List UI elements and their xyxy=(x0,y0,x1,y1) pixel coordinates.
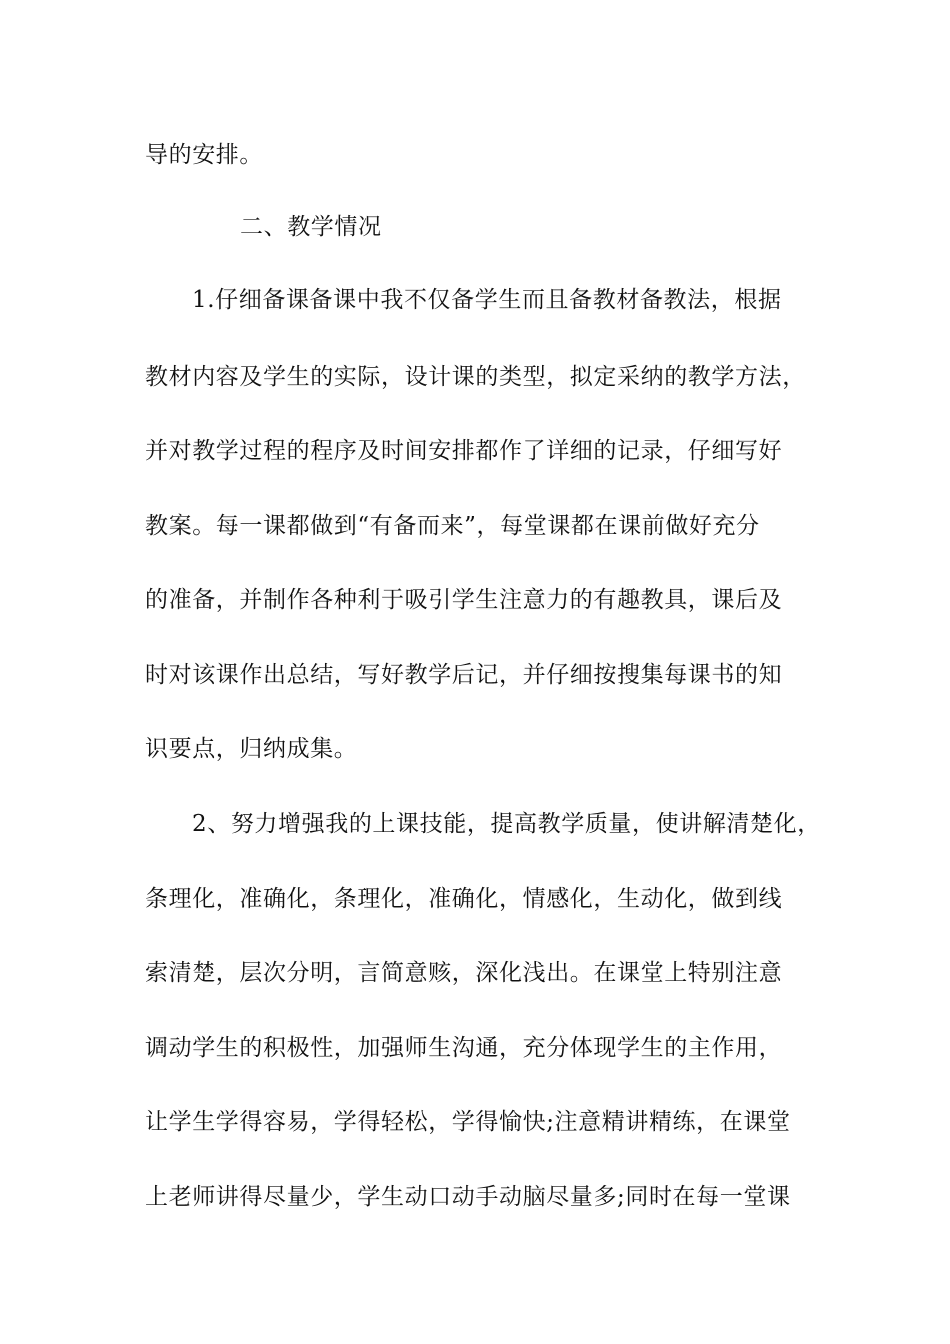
text-line: 让学生学得容易，学得轻松，学得愉快;注意精讲精练，在课堂 xyxy=(145,1109,791,1135)
text-line: 导的安排。 xyxy=(145,142,263,168)
text-line: 教案。每一课都做到“有备而来”，每堂课都在课前做好充分 xyxy=(145,513,760,539)
text-line: 1.仔细备课备课中我不仅备学生而且备教材备教法，根据 xyxy=(192,287,782,313)
text-line: 2、努力增强我的上课技能，提高教学质量，使讲解清楚化， xyxy=(192,811,821,837)
text-line: 条理化，准确化，条理化，准确化，情感化，生动化，做到线 xyxy=(145,886,783,912)
text-line: 的准备，并制作各种利于吸引学生注意力的有趣教具，课后及 xyxy=(145,587,783,613)
text-line: 识要点，归纳成集。 xyxy=(145,736,358,762)
section-heading: 二、教学情况 xyxy=(240,214,382,240)
text-line: 时对该课作出总结，写好教学后记，并仔细按搜集每课书的知 xyxy=(145,662,783,688)
text-line: 上老师讲得尽量少，学生动口动手动脑尽量多;同时在每一堂课 xyxy=(145,1184,791,1210)
text-line: 索清楚，层次分明，言简意赅，深化浅出。在课堂上特别注意 xyxy=(145,960,783,986)
text-line: 教材内容及学生的实际，设计课的类型，拟定采纳的教学方法， xyxy=(145,364,806,390)
text-line: 并对教学过程的程序及时间安排都作了详细的记录，仔细写好 xyxy=(145,438,783,464)
text-line: 调动学生的积极性，加强师生沟通，充分体现学生的主作用， xyxy=(145,1035,783,1061)
